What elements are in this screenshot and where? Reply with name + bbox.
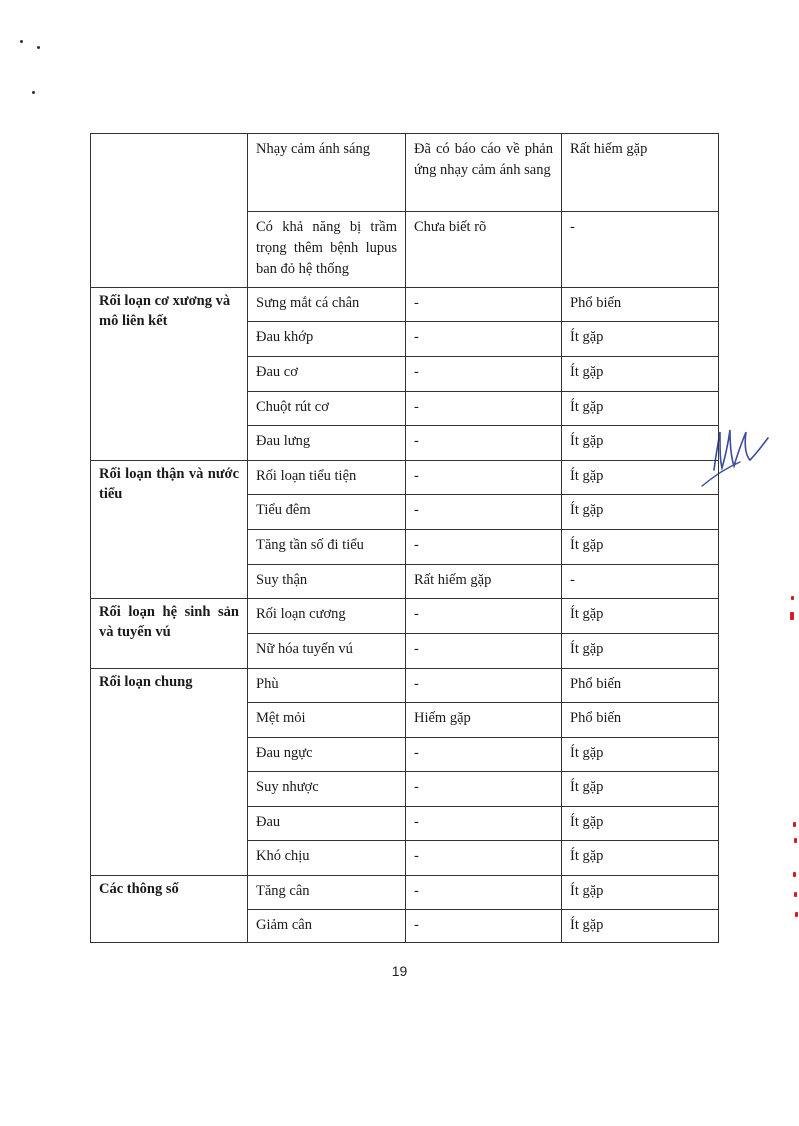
organ-class-cell: Rối loạn thận và nước tiểu <box>91 461 248 599</box>
frequency-cell: - <box>406 910 562 943</box>
effect-cell: Rối loạn tiểu tiện <box>248 461 406 495</box>
frequency-cell: - <box>406 738 562 772</box>
frequency-cell: Ít gặp <box>562 392 719 426</box>
effect-cell: Đau khớp <box>248 322 406 357</box>
stamp-fragment <box>793 822 796 827</box>
stamp-fragment <box>794 838 797 843</box>
effect-cell: Giảm cân <box>248 910 406 943</box>
table-row <box>91 599 719 634</box>
frequency-cell: Ít gặp <box>562 495 719 530</box>
frequency-cell: - <box>406 495 562 530</box>
effect-cell: Mệt mỏi <box>248 703 406 738</box>
effect-cell: Suy thận <box>248 565 406 599</box>
frequency-cell: Ít gặp <box>562 876 719 910</box>
frequency-cell: Ít gặp <box>562 461 719 495</box>
effect-cell: Khó chịu <box>248 841 406 876</box>
frequency-cell: - <box>406 599 562 634</box>
effect-cell: Sưng mắt cá chân <box>248 288 406 322</box>
frequency-cell: - <box>406 357 562 392</box>
effect-cell: Tăng cân <box>248 876 406 910</box>
effect-cell: Phù <box>248 669 406 703</box>
effect-cell: Đau cơ <box>248 357 406 392</box>
frequency-cell: - <box>406 634 562 669</box>
frequency-cell: Rất hiếm gặp <box>406 565 562 599</box>
stamp-fragment <box>795 912 798 917</box>
frequency-cell: - <box>406 461 562 495</box>
effect-cell: Rối loạn cương <box>248 599 406 634</box>
organ-class-cell: Các thông số <box>91 876 248 943</box>
effect-cell: Tăng tần số đi tiểu <box>248 530 406 565</box>
frequency-cell: - <box>406 876 562 910</box>
organ-class-cell: Rối loạn cơ xương và mô liên kết <box>91 288 248 461</box>
frequency-cell: - <box>406 841 562 876</box>
adverse-effects-table <box>90 133 719 943</box>
scan-speck <box>32 91 35 94</box>
frequency-cell: - <box>406 322 562 357</box>
frequency-cell: - <box>406 669 562 703</box>
frequency-cell: Ít gặp <box>562 772 719 807</box>
frequency-cell: - <box>406 807 562 841</box>
frequency-cell: - <box>562 212 719 288</box>
stamp-fragment <box>793 872 796 877</box>
frequency-cell: Hiếm gặp <box>406 703 562 738</box>
table-row <box>91 669 719 703</box>
frequency-cell: - <box>406 772 562 807</box>
table-row <box>91 876 719 910</box>
effect-cell: Có khả năng bị trầm trọng thêm bệnh lupus ban đỏ hệ thống <box>248 212 406 288</box>
frequency-cell: Ít gặp <box>562 841 719 876</box>
frequency-cell: Phổ biến <box>562 669 719 703</box>
stamp-fragment <box>794 892 797 897</box>
effect-cell: Chuột rút cơ <box>248 392 406 426</box>
scan-speck <box>37 46 40 49</box>
table-row <box>91 461 719 495</box>
frequency-cell: - <box>562 565 719 599</box>
effect-cell: Đau ngực <box>248 738 406 772</box>
frequency-cell: - <box>406 530 562 565</box>
frequency-cell: Ít gặp <box>562 807 719 841</box>
organ-class-cell: Rối loạn hệ sinh sản và tuyến vú <box>91 599 248 669</box>
frequency-cell: Ít gặp <box>562 357 719 392</box>
effect-cell: Nữ hóa tuyến vú <box>248 634 406 669</box>
frequency-cell: Ít gặp <box>562 599 719 634</box>
frequency-cell: Phổ biến <box>562 703 719 738</box>
effect-cell: Đau <box>248 807 406 841</box>
frequency-cell: Ít gặp <box>562 910 719 943</box>
frequency-cell: Ít gặp <box>562 530 719 565</box>
page-number: 19 <box>391 963 408 979</box>
frequency-cell: Chưa biết rõ <box>406 212 562 288</box>
frequency-cell: Ít gặp <box>562 634 719 669</box>
frequency-cell: Rất hiếm gặp <box>562 134 719 212</box>
table-row <box>91 134 719 212</box>
frequency-cell: - <box>406 426 562 461</box>
frequency-cell: - <box>406 392 562 426</box>
organ-class-cell: Rối loạn chung <box>91 669 248 876</box>
table-row <box>91 288 719 322</box>
frequency-cell: Phổ biến <box>562 288 719 322</box>
effect-cell: Tiểu đêm <box>248 495 406 530</box>
frequency-cell: Ít gặp <box>562 426 719 461</box>
frequency-cell: - <box>406 288 562 322</box>
stamp-fragment <box>791 596 794 600</box>
frequency-cell: Ít gặp <box>562 322 719 357</box>
effect-cell: Đau lưng <box>248 426 406 461</box>
frequency-cell: Ít gặp <box>562 738 719 772</box>
stamp-fragment <box>790 612 794 620</box>
scan-speck <box>20 40 23 43</box>
effect-cell: Suy nhược <box>248 772 406 807</box>
organ-class-cell <box>91 134 248 288</box>
frequency-cell: Đã có báo cáo về phản ứng nhạy cảm ánh sang <box>406 134 562 212</box>
effect-cell: Nhạy cảm ánh sáng <box>248 134 406 212</box>
